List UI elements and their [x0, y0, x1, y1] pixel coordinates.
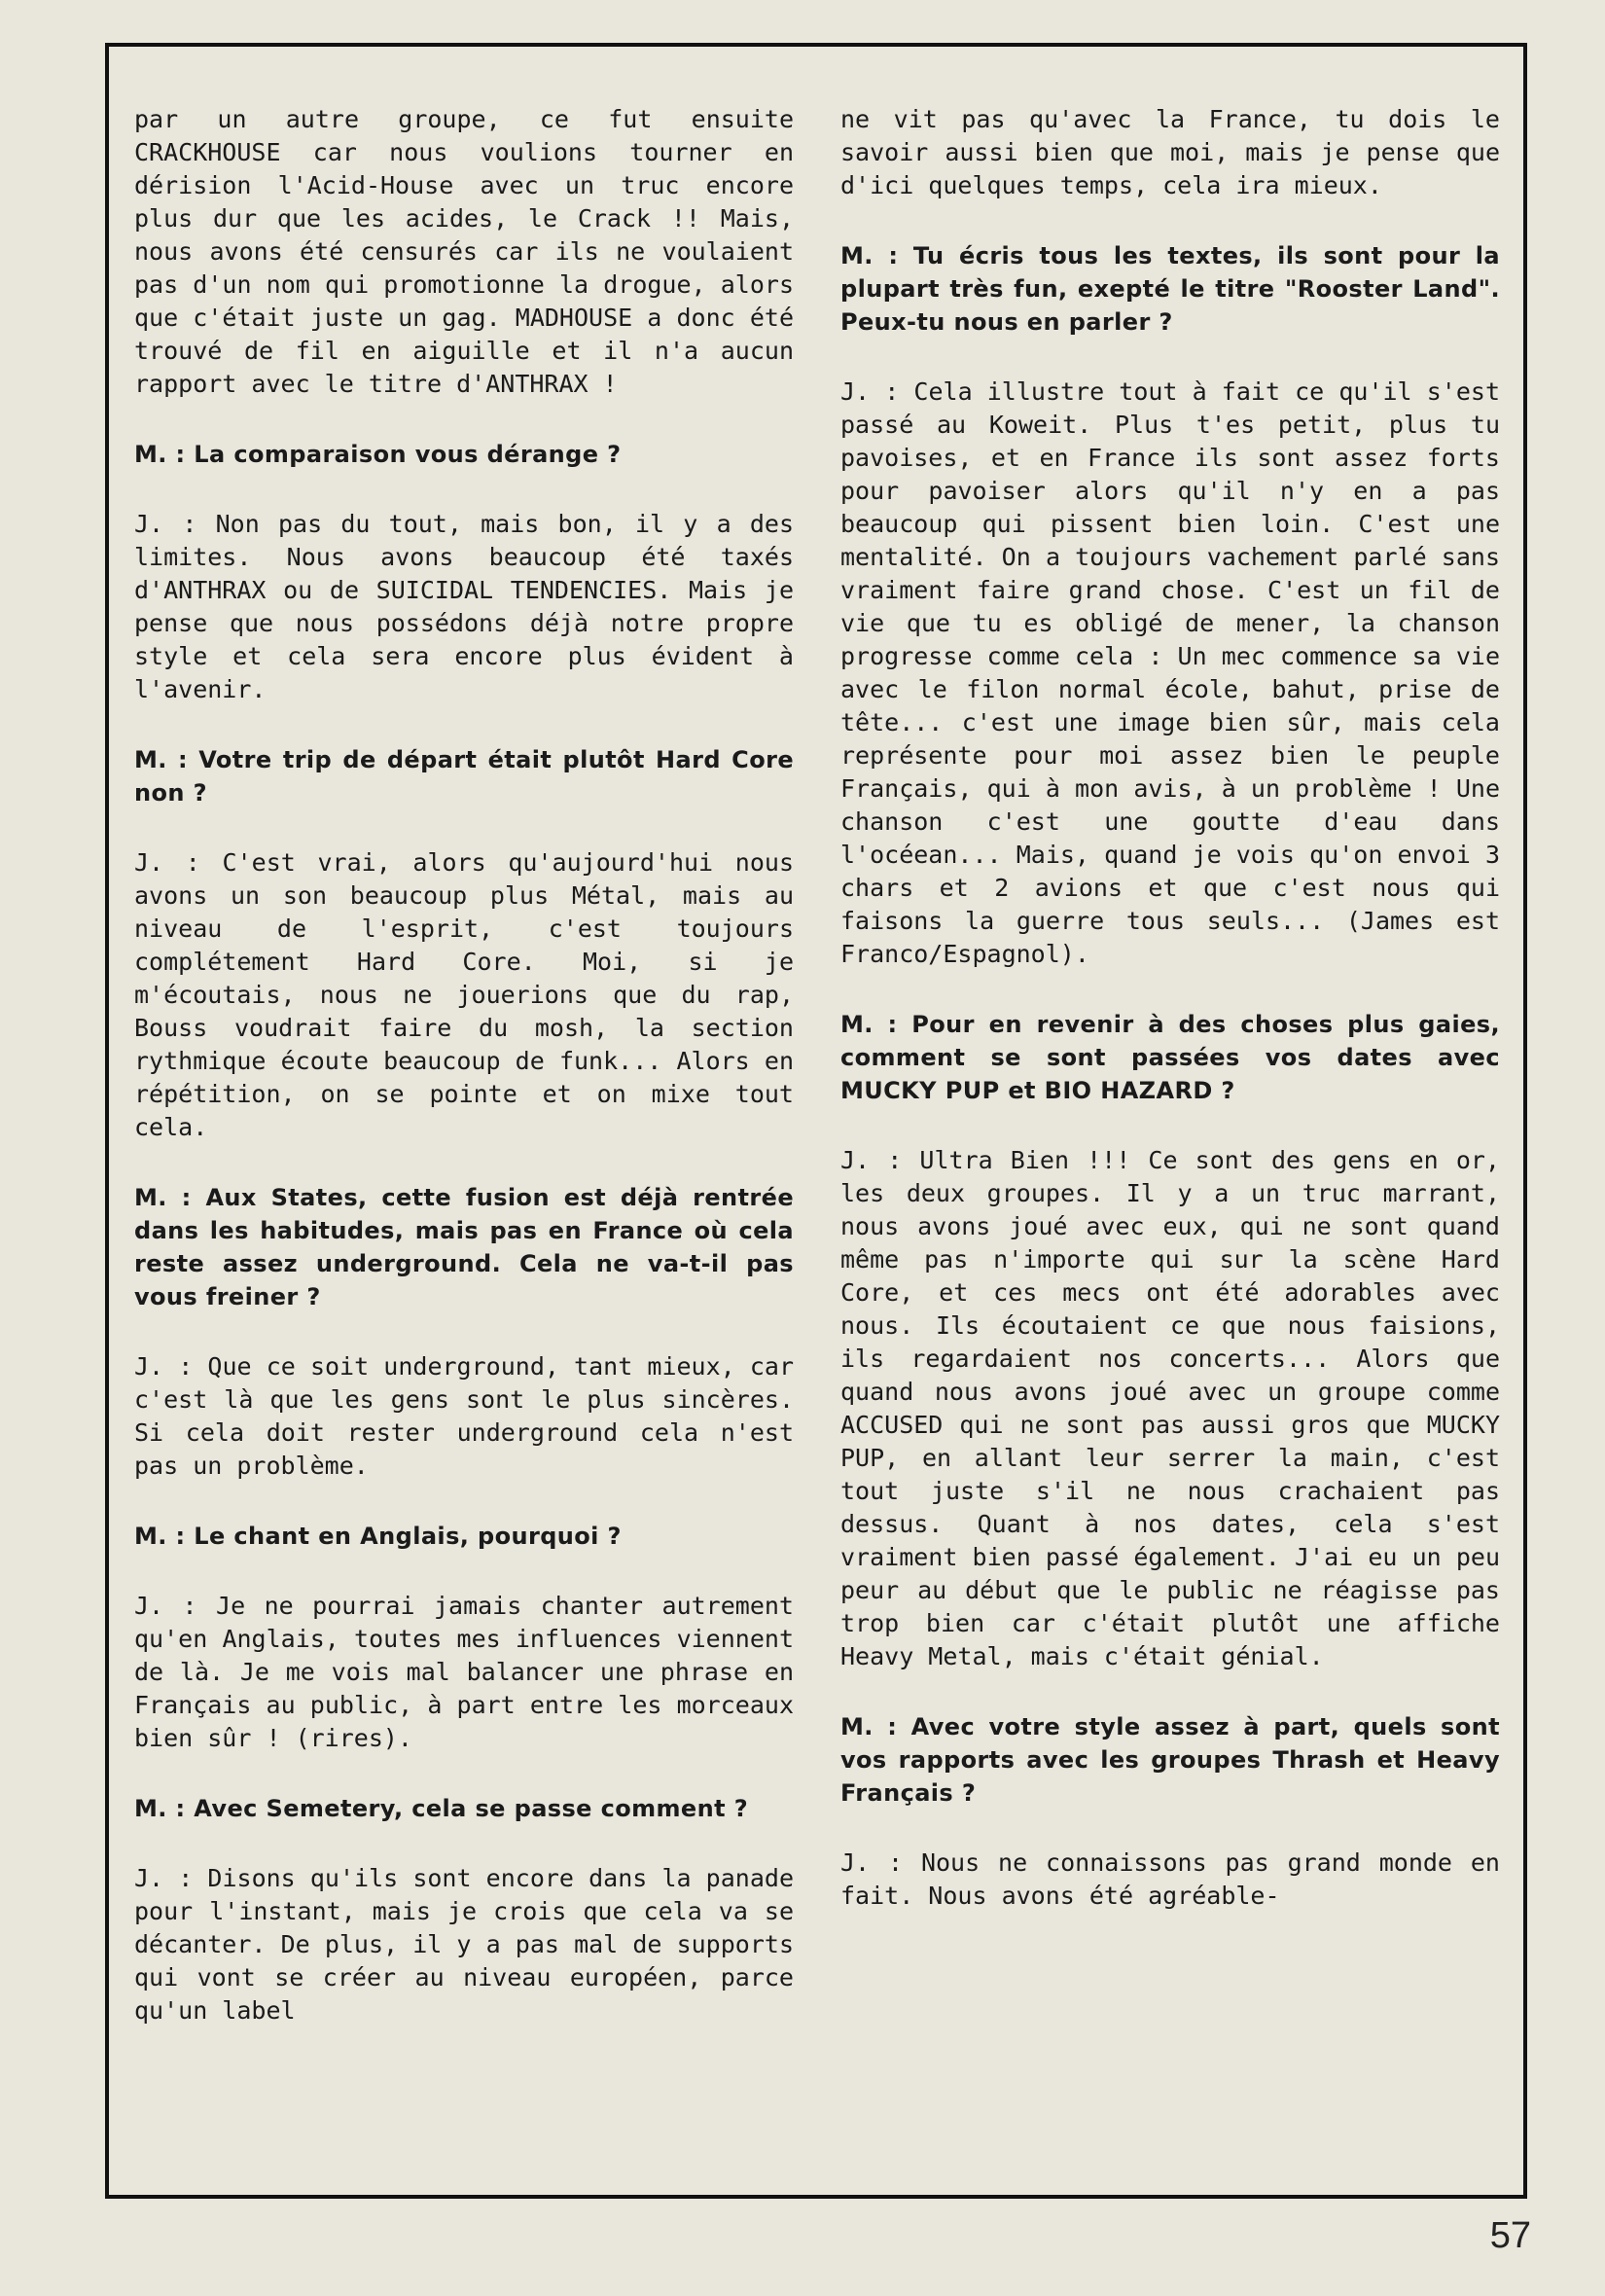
question-paragraph: M. : Avec votre style assez à part, quels sont vos rapports avec les groupes Thrash et Heavy Français ? — [840, 1713, 1500, 1807]
answer-paragraph: J. : Ultra Bien !!! Ce sont des gens en or, les deux groupes. Il y a un truc marrant, nous avons joué avec eux, qui ne sont quand même pas n'importe qui sur la scène Hard Core, et ces mecs ont été adorables avec nous. Ils écoutaient ce que nous faisions, ils regardaient nos concerts... Alors que quand nous avons joué avec un groupe comme ACCUSED qui ne sont pas aussi gros que MUCKY PUP, en allant leur serrer la main, c'est tout juste s'il ne nous crachaient pas dessus. Quant à nos dates, cela s'est vraiment bien passé également. J'ai eu un peu peur au début que le public ne réagisse pas trop bien car c'était plutôt une affiche Heavy Metal, mais c'était génial. — [840, 1146, 1500, 1670]
question-paragraph: M. : Votre trip de départ était plutôt Hard Core non ? — [134, 746, 794, 807]
answer-paragraph: J. : Je ne pourrai jamais chanter autrement qu'en Anglais, toutes mes influences viennent de là. Je me vois mal balancer une phrase en Français au public, à part entre les morceaux bien sûr ! (rires). — [134, 1592, 794, 1752]
answer-paragraph: J. : C'est vrai, alors qu'aujourd'hui nous avons un son beaucoup plus Métal, mais au niveau de l'esprit, c'est toujours complétement Hard Core. Moi, si je m'écoutais, nous ne jouerions que du rap, Bouss voudrait faire du mosh, la section rythmique écoute beaucoup de funk... Alors en répétition, on se pointe et on mixe tout cela. — [134, 848, 794, 1141]
page-number: 57 — [1489, 2215, 1531, 2256]
question-paragraph: M. : Tu écris tous les textes, ils sont pour la plupart très fun, exepté le titre "Rooster Land". Peux-tu nous en parler ? — [840, 242, 1500, 336]
question-paragraph: M. : Avec Semetery, cela se passe comment ? — [134, 1795, 749, 1822]
answer-paragraph: J. : Que ce soit underground, tant mieux, car c'est là que les gens sont le plus sincères. Si cela doit rester underground cela n'est pas un problème. — [134, 1352, 794, 1480]
question-paragraph: M. : Aux States, cette fusion est déjà rentrée dans les habitudes, mais pas en France où cela reste assez underground. Cela ne va-t-il pas vous freiner ? — [134, 1184, 794, 1310]
question-paragraph: M. : Pour en revenir à des choses plus gaies, comment se sont passées vos dates avec MUCKY PUP et BIO HAZARD ? — [840, 1011, 1500, 1104]
right-column — [840, 103, 1500, 1950]
answer-paragraph: par un autre groupe, ce fut ensuite CRACKHOUSE car nous voulions tourner en dérision l'Acid-House avec un truc encore plus dur que les acides, le Crack !! Mais, nous avons été censurés car ils ne voulaient pas d'un nom qui promotionne la drogue, alors que c'était juste un gag. MADHOUSE a donc été trouvé de fil en aiguille et il n'a aucun rapport avec le titre d'ANTHRAX ! — [134, 105, 794, 398]
answer-paragraph: J. : Cela illustre tout à fait ce qu'il s'est passé au Koweit. Plus t'es petit, plus tu pavoises, et en France ils sont assez forts pour pavoiser alors qu'il n'y en a pas beaucoup qui pissent bien loin. C'est une mentalité. On a toujours vachement parlé sans vraiment faire grand chose. C'est un fil de vie que tu es obligé de mener, la chanson progresse comme cela : Un mec commence sa vie avec le filon normal école, bahut, prise de tête... c'est une image bien sûr, mais cela représente pour moi assez bien le peuple Français, qui à mon avis, à un problème ! Une chanson c'est une goutte d'eau dans l'océean... Mais, quand je vois qu'on envoi 3 chars et 2 avions et que c'est nous qui faisons la guerre tous seuls... (James est Franco/Espagnol). — [840, 377, 1500, 968]
answer-paragraph: ne vit pas qu'avec la France, tu dois le savoir aussi bien que moi, mais je pense que d'ici quelques temps, cela ira mieux. — [840, 105, 1500, 199]
answer-paragraph: J. : Nous ne connaissons pas grand monde en fait. Nous avons été agréable- — [840, 1848, 1500, 1910]
question-paragraph: M. : Le chant en Anglais, pourquoi ? — [134, 1523, 622, 1550]
answer-paragraph: J. : Disons qu'ils sont encore dans la panade pour l'instant, mais je crois que cela va se décanter. De plus, il y a pas mal de supports qui vont se créer au niveau européen, parce qu'un label — [134, 1864, 794, 2025]
left-column — [134, 103, 794, 2064]
answer-paragraph: J. : Non pas du tout, mais bon, il y a des limites. Nous avons beaucoup été taxés d'ANTHRAX ou de SUICIDAL TENDENCIES. Mais je pense que nous possédons déjà notre propre style et cela sera encore plus évident à l'avenir. — [134, 510, 794, 703]
page-frame — [105, 43, 1527, 2199]
question-paragraph: M. : La comparaison vous dérange ? — [134, 441, 622, 468]
